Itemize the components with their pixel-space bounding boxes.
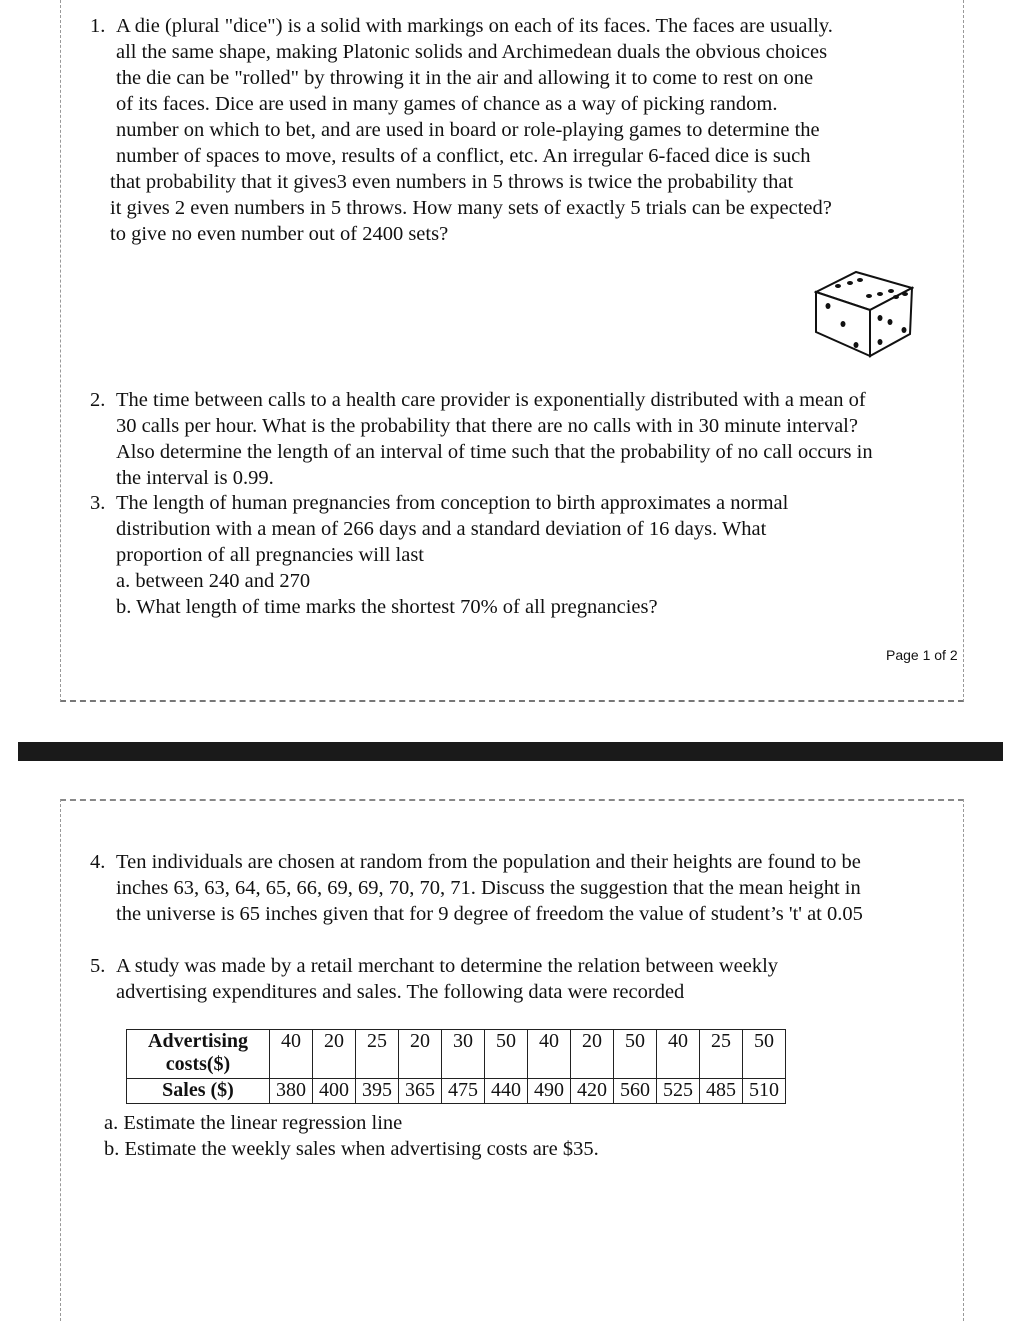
question-2-line: 30 calls per hour. What is the probability that there are no calls with in 30 minute interval? — [116, 415, 858, 437]
question-5-sub-b: b. Estimate the weekly sales when advertising costs are $35. — [104, 1138, 599, 1160]
page-footer: Page 1 of 2 — [886, 647, 958, 663]
table-cell: 490 — [528, 1079, 571, 1104]
table-cell: 25 — [700, 1030, 743, 1079]
table-cell: 560 — [614, 1079, 657, 1104]
question-3-line: The length of human pregnancies from conception to birth approximates a normal — [116, 492, 789, 514]
table-cell: 395 — [356, 1079, 399, 1104]
question-1-line: of its faces. Dice are used in many games of chance as a way of picking random. — [116, 93, 778, 115]
question-3-sub-a: a. between 240 and 270 — [116, 570, 311, 592]
table-row-header — [127, 1030, 270, 1079]
page-1 — [18, 0, 1003, 742]
table-cell: 485 — [700, 1079, 743, 1104]
table-cell: 365 — [399, 1079, 442, 1104]
table-cell: 440 — [485, 1079, 528, 1104]
page-separator — [18, 742, 1003, 761]
table-cell: 25 — [356, 1030, 399, 1079]
table-cell: 30 — [442, 1030, 485, 1079]
table-cell: 20 — [399, 1030, 442, 1079]
question-number: 1. — [90, 15, 106, 37]
table-cell: 40 — [657, 1030, 700, 1079]
question-number: 5. — [90, 955, 106, 977]
question-1-line: the die can be "rolled" by throwing it in the air and allowing it to come to rest on one — [116, 67, 814, 89]
table-row — [127, 1079, 786, 1104]
question-4-line: Ten individuals are chosen at random from the population and their heights are found to be — [116, 851, 861, 873]
table-row — [127, 1030, 786, 1079]
left-margin — [0, 0, 18, 1280]
question-3-line: proportion of all pregnancies will last — [116, 544, 424, 566]
question-3-sub-b: b. What length of time marks the shortest 70% of all pregnancies? — [116, 596, 658, 618]
page-2 — [18, 761, 1003, 1280]
table-cell: 525 — [657, 1079, 700, 1104]
question-4-line: inches 63, 63, 64, 65, 66, 69, 69, 70, 70, 71. Discuss the suggestion that the mean height in — [116, 877, 861, 899]
table-cell: 400 — [313, 1079, 356, 1104]
question-2-line: The time between calls to a health care provider is exponentially distributed with a mean of — [116, 389, 866, 411]
question-number: 3. — [90, 492, 106, 514]
question-1-line: A die (plural "dice") is a solid with markings on each of its faces. The faces are usually. — [116, 15, 833, 37]
dice-illustration — [814, 270, 914, 360]
question-1-line: it gives 2 even numbers in 5 throws. How many sets of exactly 5 trials can be expected? — [110, 197, 832, 219]
table-cell: 475 — [442, 1079, 485, 1104]
advertising-sales-table — [126, 1029, 786, 1104]
table-cell: 20 — [313, 1030, 356, 1079]
question-3-line: distribution with a mean of 266 days and a standard deviation of 16 days. What — [116, 518, 767, 540]
question-1-line: number of spaces to move, results of a conflict, etc. An irregular 6-faced dice is such — [116, 145, 811, 167]
table-cell: 380 — [270, 1079, 313, 1104]
question-5-sub-a: a. Estimate the linear regression line — [104, 1112, 403, 1134]
question-5-line: advertising expenditures and sales. The following data were recorded — [116, 981, 685, 1003]
question-4-line: the universe is 65 inches given that for 9 degree of freedom the value of student’s 't' at 0.05 — [116, 903, 863, 925]
table-cell: 420 — [571, 1079, 614, 1104]
table-cell: 50 — [485, 1030, 528, 1079]
table-cell: 20 — [571, 1030, 614, 1079]
question-1-line: that probability that it gives3 even numbers in 5 throws is twice the probability that — [110, 171, 794, 193]
header-line: Advertising — [148, 1030, 248, 1052]
question-5-line: A study was made by a retail merchant to determine the relation between weekly — [116, 955, 779, 977]
table-cell: 510 — [743, 1079, 786, 1104]
table-cell: 50 — [743, 1030, 786, 1079]
table-cell: 40 — [528, 1030, 571, 1079]
table-cell: 50 — [614, 1030, 657, 1079]
question-1-line: to give no even number out of 2400 sets? — [110, 223, 449, 245]
question-number: 2. — [90, 389, 106, 411]
question-1-line: number on which to bet, and are used in board or role-playing games to determine the — [116, 119, 820, 141]
table-row-header: Sales ($) — [127, 1079, 270, 1104]
question-number: 4. — [90, 851, 106, 873]
question-1-line: all the same shape, making Platonic solids and Archimedean duals the obvious choices — [116, 41, 828, 63]
table-cell: 40 — [270, 1030, 313, 1079]
question-2-line: the interval is 0.99. — [116, 467, 274, 489]
question-2-line: Also determine the length of an interval of time such that the probability of no call occurs in — [116, 441, 873, 463]
header-line: costs($) — [165, 1053, 231, 1075]
